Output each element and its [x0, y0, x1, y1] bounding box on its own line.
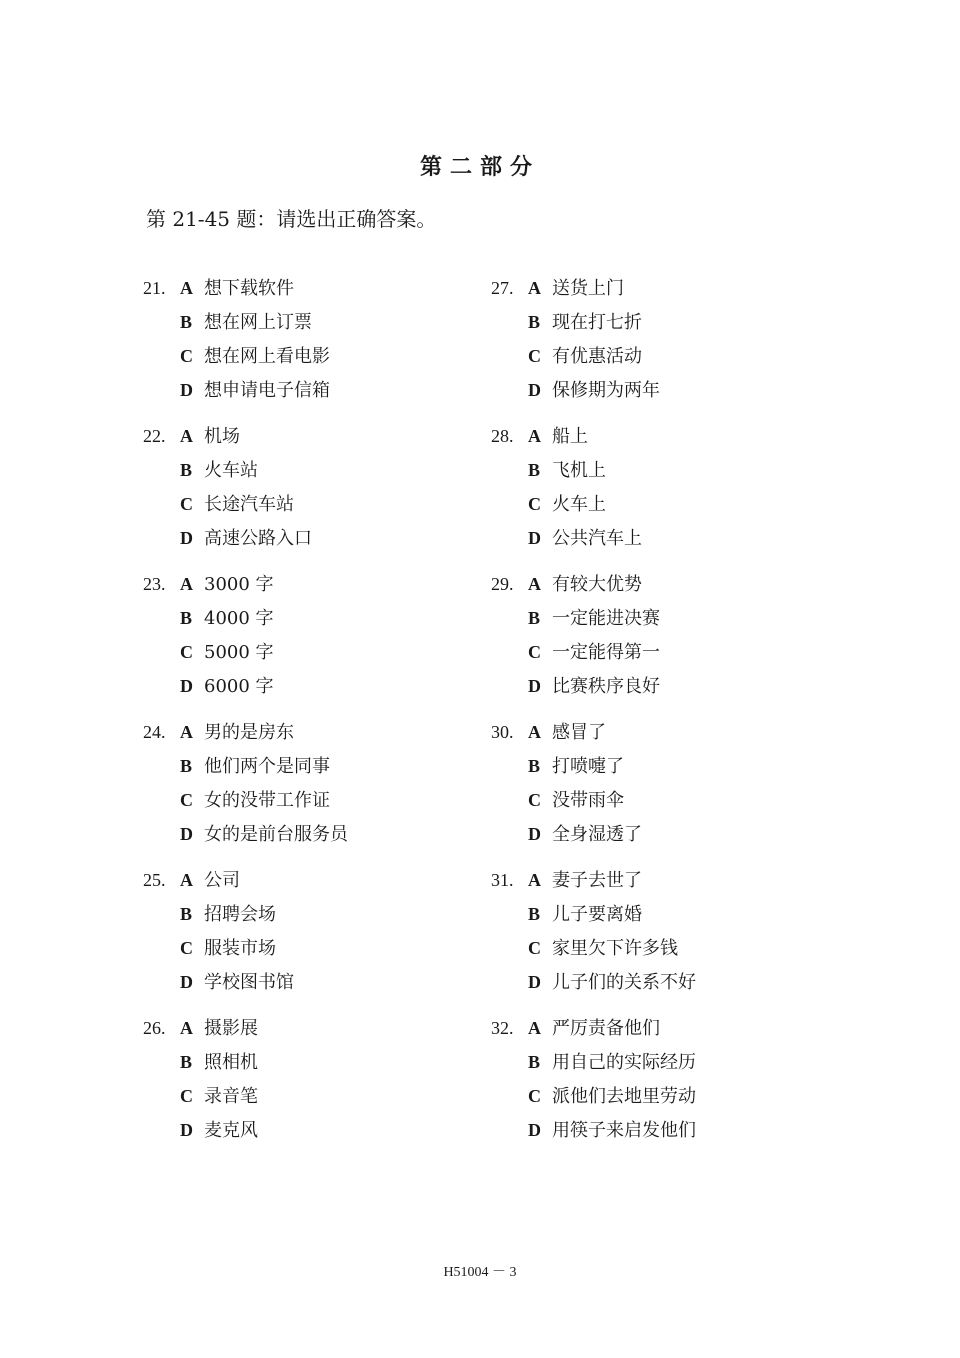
option-letter: C: [528, 346, 541, 366]
option-text: 火车上: [552, 494, 606, 515]
option-letter: C: [528, 494, 541, 514]
option-text: 公司: [204, 870, 240, 891]
option-letter: D: [528, 380, 541, 400]
question-item: [491, 275, 831, 423]
answer-option: [528, 377, 660, 403]
question-number: 25.: [143, 870, 166, 890]
option-letter: B: [528, 1052, 541, 1072]
option-letter: B: [528, 460, 541, 480]
option-letter: B: [180, 312, 193, 332]
answer-option: [528, 605, 660, 631]
answer-option: [180, 423, 240, 449]
option-text: 火车站: [204, 460, 258, 481]
option-letter: D: [528, 824, 541, 844]
answer-option: [528, 1117, 696, 1143]
page-footer: H51004 － 3: [443, 1265, 517, 1280]
option-text: 男的是房东: [204, 722, 294, 743]
option-letter: A: [528, 426, 541, 446]
option-text: 公共汽车上: [552, 528, 642, 549]
option-letter: D: [180, 824, 193, 844]
answer-option: [180, 309, 312, 335]
answer-option: [180, 969, 294, 995]
answer-option: [528, 719, 606, 745]
answer-option: [528, 1083, 696, 1109]
option-text: 一定能进决赛: [552, 608, 660, 629]
answer-option: [528, 969, 696, 995]
answer-option: [180, 935, 276, 961]
answer-option: [180, 571, 274, 597]
option-text: 招聘会场: [204, 904, 276, 925]
answer-option: [528, 423, 588, 449]
option-letter: A: [180, 278, 193, 298]
option-letter: B: [528, 904, 541, 924]
option-letter: D: [528, 1120, 541, 1140]
right-column: [491, 275, 831, 1163]
option-text: 用自己的实际经历: [552, 1052, 696, 1073]
question-number: 24.: [143, 722, 166, 742]
answer-option: [528, 1015, 660, 1041]
answer-option: [528, 457, 606, 483]
option-letter: B: [180, 460, 193, 480]
answer-option: [528, 753, 624, 779]
option-letter: C: [528, 1086, 541, 1106]
question-number: 22.: [143, 426, 166, 446]
option-text: 打喷嚏了: [552, 756, 624, 777]
option-letter: B: [180, 756, 193, 776]
option-text: 5000 字: [204, 642, 274, 663]
option-letter: C: [180, 938, 193, 958]
option-text: 有优惠活动: [552, 346, 642, 367]
option-text: 现在打七折: [552, 312, 642, 333]
answer-option: [528, 571, 642, 597]
option-letter: C: [528, 938, 541, 958]
question-item: [491, 571, 831, 719]
answer-option: [180, 787, 330, 813]
option-text: 录音笔: [204, 1086, 258, 1107]
option-letter: D: [180, 1120, 193, 1140]
option-text: 儿子们的关系不好: [552, 972, 696, 993]
option-text: 照相机: [204, 1052, 258, 1073]
option-text: 机场: [204, 426, 240, 447]
answer-option: [528, 491, 606, 517]
option-letter: A: [180, 574, 193, 594]
answer-option: [180, 1117, 258, 1143]
question-item: [491, 719, 831, 867]
option-text: 他们两个是同事: [204, 756, 330, 777]
option-text: 全身湿透了: [552, 824, 642, 845]
option-letter: D: [528, 972, 541, 992]
left-column: [143, 275, 483, 1163]
question-item: [491, 867, 831, 1015]
answer-option: [528, 901, 642, 927]
answer-option: [180, 343, 330, 369]
answer-option: [528, 867, 642, 893]
option-text: 3000 字: [204, 574, 274, 595]
option-letter: C: [180, 494, 193, 514]
answer-option: [180, 1049, 258, 1075]
question-number: 32.: [491, 1018, 514, 1038]
answer-option: [180, 673, 274, 699]
answer-option: [180, 1083, 258, 1109]
option-letter: D: [528, 676, 541, 696]
option-letter: A: [180, 722, 193, 742]
option-letter: B: [180, 608, 193, 628]
question-item: [143, 423, 483, 571]
option-text: 一定能得第一: [552, 642, 660, 663]
option-text: 4000 字: [204, 608, 274, 629]
option-text: 派他们去地里劳动: [552, 1086, 696, 1107]
option-letter: D: [180, 676, 193, 696]
question-item: [143, 1015, 483, 1163]
option-letter: D: [180, 972, 193, 992]
question-number: 27.: [491, 278, 514, 298]
question-item: [491, 423, 831, 571]
question-number: 31.: [491, 870, 514, 890]
question-number: 28.: [491, 426, 514, 446]
question-number: 30.: [491, 722, 514, 742]
option-letter: B: [528, 312, 541, 332]
question-item: [491, 1015, 831, 1163]
section-title: 第二部分: [419, 154, 540, 180]
answer-option: [180, 525, 312, 551]
option-letter: C: [528, 790, 541, 810]
option-text: 长途汽车站: [204, 494, 294, 515]
option-letter: C: [180, 790, 193, 810]
question-number: 21.: [143, 278, 166, 298]
option-letter: A: [528, 722, 541, 742]
option-text: 比赛秩序良好: [552, 676, 660, 697]
answer-option: [180, 753, 330, 779]
instruction: 第 21-45 题：请选出正确答案。: [146, 207, 437, 231]
answer-option: [180, 867, 240, 893]
option-text: 女的没带工作证: [204, 790, 330, 811]
option-letter: C: [180, 1086, 193, 1106]
question-item: [143, 275, 483, 423]
answer-option: [528, 821, 642, 847]
question-item: [143, 867, 483, 1015]
answer-option: [528, 935, 678, 961]
option-text: 麦克风: [204, 1120, 258, 1141]
question-number: 29.: [491, 574, 514, 594]
option-text: 送货上门: [552, 278, 624, 299]
option-letter: A: [528, 574, 541, 594]
question-number: 26.: [143, 1018, 166, 1038]
option-letter: B: [528, 608, 541, 628]
option-letter: B: [180, 1052, 193, 1072]
answer-option: [180, 1015, 258, 1041]
option-letter: C: [180, 346, 193, 366]
answer-option: [180, 491, 294, 517]
option-text: 想在网上看电影: [204, 346, 330, 367]
answer-option: [528, 787, 624, 813]
option-letter: A: [180, 426, 193, 446]
answer-option: [180, 719, 294, 745]
option-text: 船上: [552, 426, 588, 447]
option-text: 飞机上: [552, 460, 606, 481]
question-number: 23.: [143, 574, 166, 594]
option-letter: D: [180, 528, 193, 548]
option-text: 高速公路入口: [204, 528, 312, 549]
answer-option: [180, 639, 274, 665]
option-text: 感冒了: [552, 722, 606, 743]
option-text: 摄影展: [204, 1018, 258, 1039]
answer-option: [528, 525, 642, 551]
option-text: 保修期为两年: [552, 380, 660, 401]
option-text: 家里欠下许多钱: [552, 938, 678, 959]
option-letter: C: [180, 642, 193, 662]
answer-option: [528, 639, 660, 665]
question-item: [143, 719, 483, 867]
answer-option: [180, 901, 276, 927]
answer-option: [180, 457, 258, 483]
option-text: 学校图书馆: [204, 972, 294, 993]
option-text: 服装市场: [204, 938, 276, 959]
option-text: 没带雨伞: [552, 790, 624, 811]
option-text: 有较大优势: [552, 574, 642, 595]
answer-option: [528, 673, 660, 699]
answer-option: [180, 377, 330, 403]
option-text: 儿子要离婚: [552, 904, 642, 925]
answer-option: [180, 275, 294, 301]
option-letter: B: [180, 904, 193, 924]
option-text: 严厉责备他们: [552, 1018, 660, 1039]
option-text: 女的是前台服务员: [204, 824, 348, 845]
option-letter: A: [528, 870, 541, 890]
answer-option: [180, 605, 274, 631]
option-letter: A: [528, 1018, 541, 1038]
option-text: 想在网上订票: [204, 312, 312, 333]
question-item: [143, 571, 483, 719]
option-letter: D: [180, 380, 193, 400]
option-text: 想下载软件: [204, 278, 294, 299]
option-text: 用筷子来启发他们: [552, 1120, 696, 1141]
answer-option: [528, 1049, 696, 1075]
answer-option: [528, 309, 642, 335]
option-text: 妻子去世了: [552, 870, 642, 891]
answer-option: [528, 275, 624, 301]
option-letter: B: [528, 756, 541, 776]
option-letter: D: [528, 528, 541, 548]
option-text: 6000 字: [204, 676, 274, 697]
answer-option: [528, 343, 642, 369]
option-letter: C: [528, 642, 541, 662]
option-letter: A: [180, 1018, 193, 1038]
option-text: 想申请电子信箱: [204, 380, 330, 401]
answer-option: [180, 821, 348, 847]
option-letter: A: [528, 278, 541, 298]
option-letter: A: [180, 870, 193, 890]
